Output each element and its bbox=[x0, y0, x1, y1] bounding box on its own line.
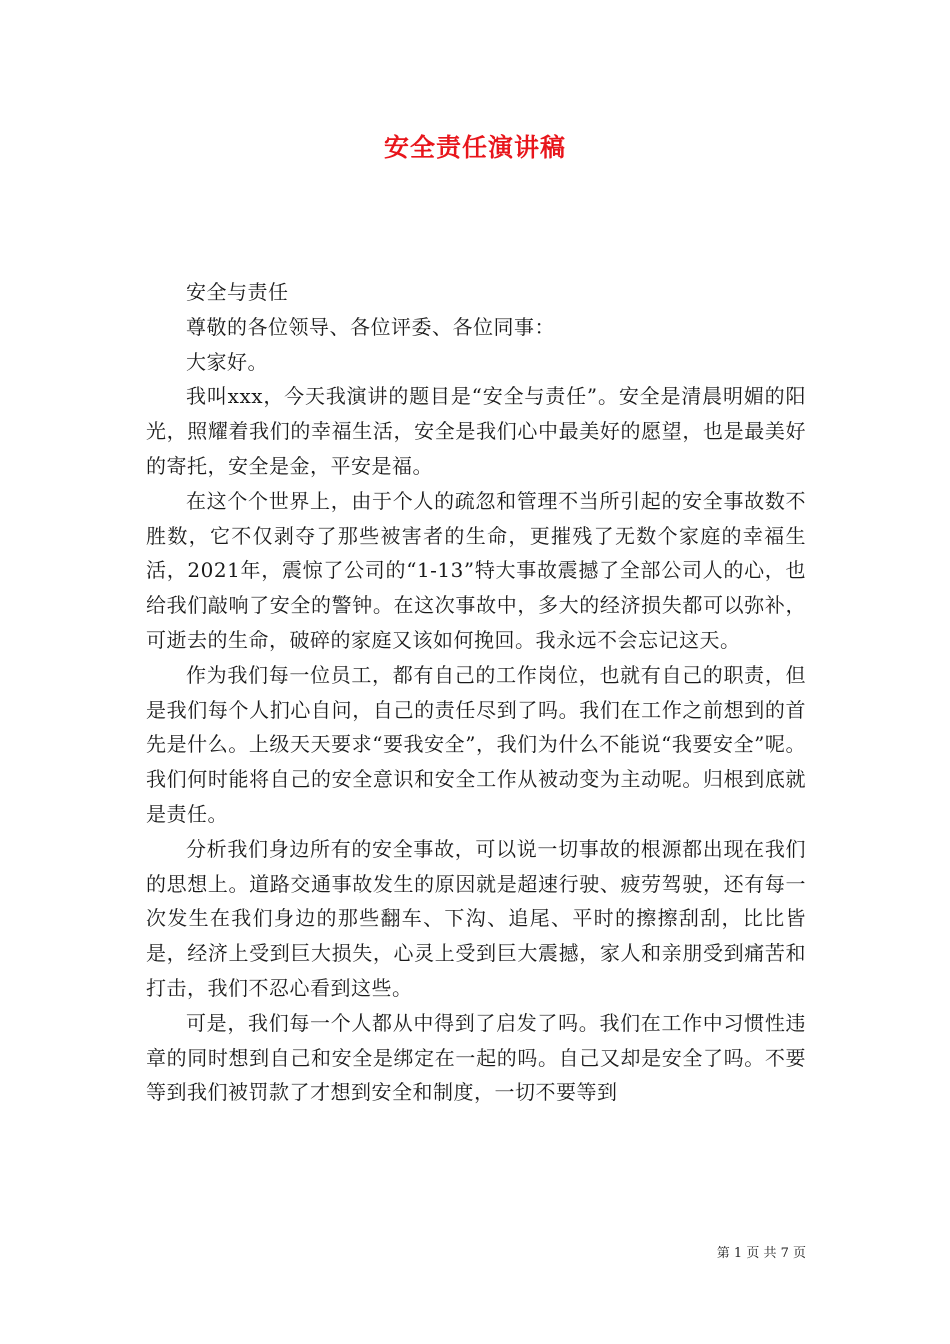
paragraph-introduction: 我叫xxx，今天我演讲的题目是“安全与责任”。安全是清晨明媚的阳光，照耀着我们的幸福生活，安全是我们心中最美好的愿望，也是最美好的寄托，安全是金，平安是福。 bbox=[146, 384, 806, 478]
page-number: 第 1 页 共 7 页 bbox=[716, 1246, 806, 1261]
paragraph-responsibility: 作为我们每一位员工，都有自己的工作岗位，也就有自己的职责，但是我们每个人扪心自问，自己的责任尽到了吗。我们在工作之前想到的首先是什么。上级天天要求“要我安全”，我们为什么不能说“我要安全”呢。我们何时能将自己的安全意识和安全工作从被动变为主动呢。归根到底就是责任。 bbox=[146, 662, 806, 826]
paragraph-greeting: 大家好。 bbox=[186, 349, 268, 374]
document-body bbox=[146, 275, 806, 1110]
document-title: 安全责任演讲稿 bbox=[383, 133, 566, 162]
paragraph-accidents: 在这个个世界上，由于个人的疏忽和管理不当所引起的安全事故数不胜数，它不仅剥夺了那些被害者的生命，更摧残了无数个家庭的幸福生活，2021年，震惊了公司的“1-13”特大事故震撼了全部公司人的心，也给我们敲响了安全的警钟。在这次事故中，多大的经济损失都可以弥补，可逝去的生命，破碎的家庭又该如何挽回。我永远不会忘记这天。 bbox=[146, 488, 806, 652]
paragraph-salutation: 尊敬的各位领导、各位评委、各位同事： bbox=[186, 314, 555, 339]
paragraph-subtitle: 安全与责任 bbox=[186, 280, 289, 304]
paragraph-analysis: 分析我们身边所有的安全事故，可以说一切事故的根源都出现在我们的思想上。道路交通事故发生的原因就是超速行驶、疲劳驾驶，还有每一次发生在我们身边的那些翻车、下沟、追尾、平时的擦擦刮刮，比比皆是，经济上受到巨大损失，心灵上受到巨大震撼，家人和亲朋受到痛苦和打击，我们不忍心看到这些。 bbox=[146, 836, 806, 1000]
paragraph-reflection: 可是，我们每一个人都从中得到了启发了吗。我们在工作中习惯性违章的同时想到自己和安全是绑定在一起的吗。自己又却是安全了吗。不要等到我们被罚款了才想到安全和制度，一切不要等到 bbox=[146, 1010, 806, 1105]
